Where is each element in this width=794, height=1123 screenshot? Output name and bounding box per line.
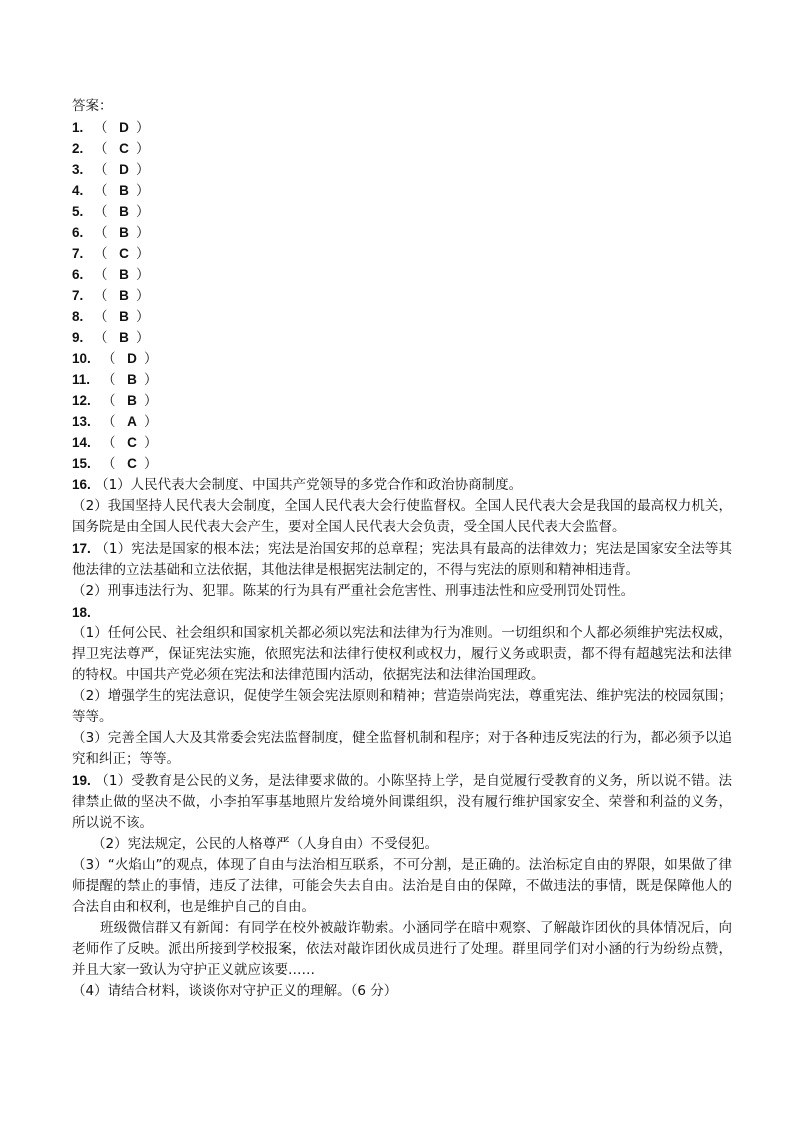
mc-close-paren: ） bbox=[144, 393, 158, 409]
q16-part1: 16. （1）人民代表大会制度、中国共产党领导的多党合作和政治协商制度。 bbox=[72, 474, 732, 496]
q19-part1: 19. （1）受教育是公民的义务，是法律要求做的。小陈坚持上学，是自觉履行受教育的义务，所以说不错。法律禁止做的坚决不做，小李拍军事基地照片发给境外间谍组织，没有履行维护国家安全、荣誉和利益的义务，所以说不该。 bbox=[72, 770, 732, 834]
mc-answer-row bbox=[72, 348, 732, 369]
mc-close-paren: ） bbox=[136, 120, 150, 136]
mc-answer-letter: B bbox=[119, 204, 129, 219]
q18-number: 18. bbox=[72, 605, 91, 620]
mc-answer-letter: D bbox=[119, 120, 129, 135]
mc-answer-letter: B bbox=[119, 309, 129, 324]
mc-close-paren: ） bbox=[136, 204, 150, 220]
mc-question-number: 2. bbox=[72, 141, 84, 156]
mc-answer-letter: B bbox=[119, 183, 129, 198]
q17-part1: 17. （1）宪法是国家的根本法；宪法是治国安邦的总章程；宪法具有最高的法律效力；宪法是国家安全法等其他法律的立法基础和立法依据，其他法律是根据宪法制定的，不得与宪法的原则和精神相违背。 bbox=[72, 538, 732, 581]
mc-question-number: 11. bbox=[72, 372, 91, 387]
mc-answer-row bbox=[72, 453, 732, 474]
q19-part4: （4）请结合材料，谈谈你对守护正义的理解。（6 分） bbox=[72, 983, 398, 999]
mc-answer-row bbox=[72, 243, 732, 264]
mc-close-paren: ） bbox=[136, 225, 150, 241]
mc-answer-row bbox=[72, 180, 732, 201]
mc-close-paren: ） bbox=[136, 330, 150, 346]
mc-open-paren: （ bbox=[94, 120, 108, 136]
mc-question-number: 4. bbox=[72, 183, 84, 198]
mc-answer-row bbox=[72, 117, 732, 138]
mc-open-paren: （ bbox=[94, 204, 108, 220]
q16-number: 16. bbox=[72, 477, 91, 492]
mc-close-paren: ） bbox=[144, 414, 158, 430]
mc-open-paren: （ bbox=[94, 246, 108, 262]
mc-question-number: 1. bbox=[72, 120, 84, 135]
mc-answer-row bbox=[72, 264, 732, 285]
mc-answer-letter: B bbox=[119, 288, 129, 303]
mc-question-number: 7. bbox=[72, 288, 84, 303]
mc-question-number: 13. bbox=[72, 414, 91, 429]
mc-answer-letter: B bbox=[119, 225, 129, 240]
mc-open-paren: （ bbox=[102, 372, 116, 388]
mc-close-paren: ） bbox=[136, 141, 150, 157]
answer-sheet bbox=[72, 96, 732, 1002]
q19-part3: （3）“火焰山”的观点，体现了自由与法治相互联系，不可分割，是正确的。法治标定自由的界限，如果做了律师提醒的禁止的事情，违反了法律，可能会失去自由。法治是自由的保障，不做违法的事情，既是保障他人的合法自由和权利，也是维护自己的自由。 bbox=[72, 857, 732, 915]
mc-question-number: 7. bbox=[72, 246, 84, 261]
mc-open-paren: （ bbox=[94, 288, 108, 304]
mc-close-paren: ） bbox=[144, 372, 158, 388]
mc-answer-row bbox=[72, 201, 732, 222]
q17-part2: （2）刑事违法行为、犯罪。陈某的行为具有严重社会危害性、刑事违法性和应受刑罚处罚性。 bbox=[72, 583, 635, 599]
q18-part2: （2）增强学生的宪法意识，促使学生领会宪法原则和精神；营造崇尚宪法，尊重宪法、维护宪法的校园氛围；等等。 bbox=[72, 688, 732, 725]
mc-close-paren: ） bbox=[136, 288, 150, 304]
mc-answer-row bbox=[72, 327, 732, 348]
mc-question-number: 5. bbox=[72, 204, 84, 219]
mc-open-paren: （ bbox=[102, 351, 116, 367]
mc-answer-letter: B bbox=[119, 330, 129, 345]
mc-answer-row bbox=[72, 285, 732, 306]
mc-answer-row bbox=[72, 222, 732, 243]
mc-open-paren: （ bbox=[94, 183, 108, 199]
answers-header: 答案： bbox=[72, 98, 113, 114]
mc-question-number: 14. bbox=[72, 435, 91, 450]
mc-answer-letter: B bbox=[119, 267, 129, 282]
q19-part2: （2）宪法规定，公民的人格尊严（人身自由）不受侵犯。 bbox=[92, 836, 439, 852]
mc-close-paren: ） bbox=[136, 267, 150, 283]
mc-answer-row bbox=[72, 138, 732, 159]
mc-close-paren: ） bbox=[144, 456, 158, 472]
mc-close-paren: ） bbox=[136, 246, 150, 262]
mc-close-paren: ） bbox=[136, 309, 150, 325]
mc-open-paren: （ bbox=[102, 435, 116, 451]
mc-open-paren: （ bbox=[94, 330, 108, 346]
mc-open-paren: （ bbox=[102, 414, 116, 430]
mc-answer-row bbox=[72, 306, 732, 327]
mc-question-number: 9. bbox=[72, 330, 84, 345]
mc-answer-letter: B bbox=[127, 372, 137, 387]
mc-answer-letter: C bbox=[127, 456, 137, 471]
mc-question-number: 10. bbox=[72, 351, 91, 366]
mc-question-number: 15. bbox=[72, 456, 91, 471]
mc-question-number: 3. bbox=[72, 162, 84, 177]
mc-answer-row bbox=[72, 369, 732, 390]
q17-number: 17. bbox=[72, 541, 91, 556]
mc-close-paren: ） bbox=[136, 162, 150, 178]
mc-close-paren: ） bbox=[144, 351, 158, 367]
mc-close-paren: ） bbox=[136, 183, 150, 199]
q18-part3: （3）完善全国人大及其常委会宪法监督制度，健全监督机制和程序；对于各种违反宪法的行为，都必须予以追究和纠正；等等。 bbox=[72, 730, 732, 767]
mc-answer-row bbox=[72, 432, 732, 453]
mc-open-paren: （ bbox=[94, 141, 108, 157]
multiple-choice-answers bbox=[72, 117, 732, 474]
mc-open-paren: （ bbox=[102, 456, 116, 472]
mc-answer-row bbox=[72, 390, 732, 411]
mc-question-number: 6. bbox=[72, 225, 84, 240]
mc-open-paren: （ bbox=[94, 162, 108, 178]
mc-question-number: 6. bbox=[72, 267, 84, 282]
q19-number: 19. bbox=[72, 773, 91, 788]
q16-part2: （2）我国坚持人民代表大会制度，全国人民代表大会行使监督权。全国人民代表大会是我国的最高权力机关，国务院是由全国人民代表大会产生，要对全国人民代表大会负责，受全国人民代表大会监督。 bbox=[72, 498, 732, 535]
mc-question-number: 8. bbox=[72, 309, 84, 324]
mc-answer-letter: C bbox=[119, 246, 129, 261]
mc-question-number: 12. bbox=[72, 393, 91, 408]
q19-material: 班级微信群又有新闻：有同学在校外被敲诈勒索。小涵同学在暗中观察、了解敲诈团伙的具体情况后，向老师作了反映。派出所接到学校报案，依法对敲诈团伙成员进行了处理。群里同学们对小涵的行为纷纷点赞，并且大家一致认为守护正义就应该要…… bbox=[72, 920, 732, 978]
mc-open-paren: （ bbox=[94, 309, 108, 325]
mc-answer-letter: A bbox=[127, 414, 137, 429]
q18-part1: （1）任何公民、社会组织和国家机关都必须以宪法和法律为行为准则。一切组织和个人都必须维护宪法权威，捍卫宪法尊严，保证宪法实施，依照宪法和法律行使权利或权力，履行义务或职责，都不得有超越宪法和法律的特权。中国共产党必须在宪法和法律范围内活动，依据宪法和法律治国理政。 bbox=[72, 625, 732, 683]
mc-answer-letter: D bbox=[119, 162, 129, 177]
mc-answer-row bbox=[72, 411, 732, 432]
mc-open-paren: （ bbox=[94, 267, 108, 283]
mc-answer-row bbox=[72, 159, 732, 180]
mc-open-paren: （ bbox=[102, 393, 116, 409]
mc-answer-letter: C bbox=[127, 435, 137, 450]
mc-close-paren: ） bbox=[144, 435, 158, 451]
mc-open-paren: （ bbox=[94, 225, 108, 241]
mc-answer-letter: D bbox=[127, 351, 137, 366]
mc-answer-letter: B bbox=[127, 393, 137, 408]
mc-answer-letter: C bbox=[119, 141, 129, 156]
